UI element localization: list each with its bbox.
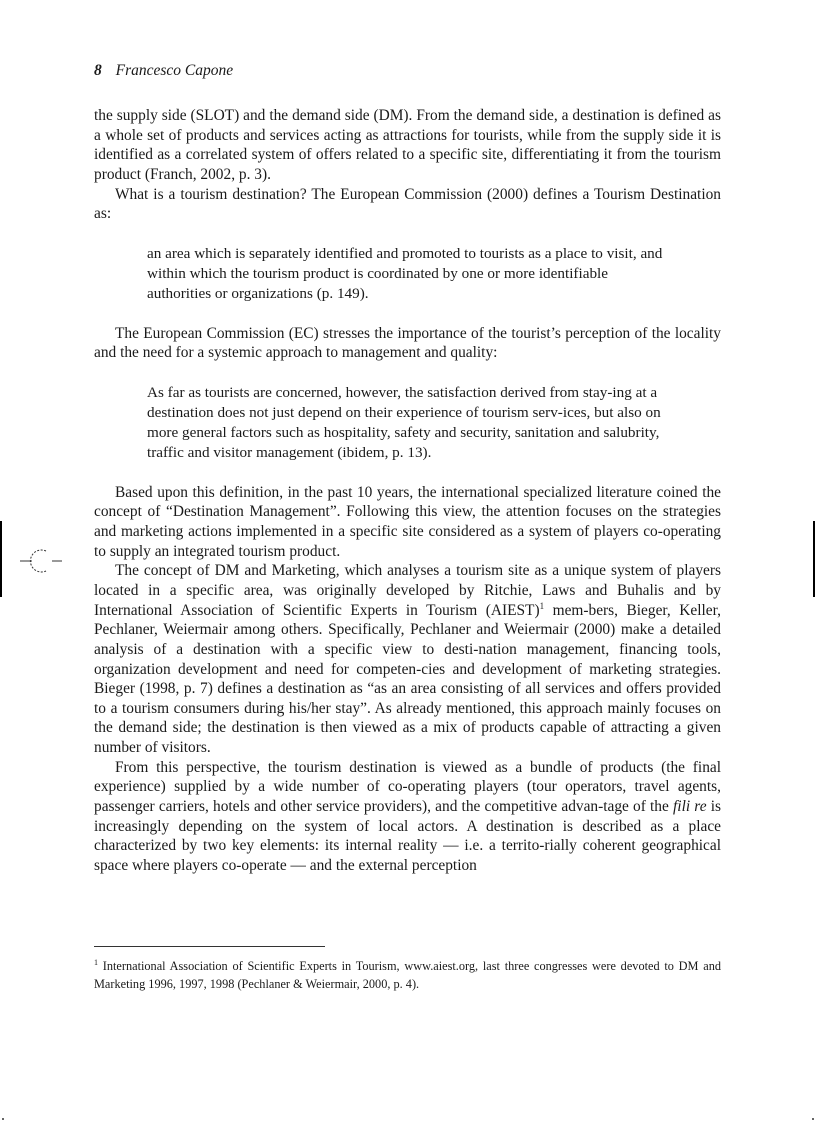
crop-mark-left	[0, 521, 2, 597]
paragraph-1: the supply side (SLOT) and the demand side (DM). From the demand side, a destination is defined as a whole set of products and services acting as attractions for tourists, while from the supply side it is identified as a correlated system of offers related to a specific site, differentiating it from the tourism product (Franch, 2002, p. 3).	[94, 107, 721, 183]
paragraph-5	[94, 561, 721, 758]
paragraph-6-italic-term: fili re	[673, 798, 707, 816]
paragraph-6-part-b: is increasingly depending on the system of local actors. A destination is described as a place characterized by two key elements: its internal reality — i.e. a territo-rially coherent geographical space where players co-operate — and the external perception	[94, 798, 721, 875]
crop-mark-right	[813, 521, 815, 597]
paragraph-5-part-a: The concept of DM and Marketing, which analyses a tourism site as a unique system of players located in a specific area, was originally developed by Ritchie, Laws and Buhalis and by International Association of Scientific Experts in Tourism (AIEST)	[94, 562, 721, 619]
running-head-author: Francesco Capone	[115, 62, 234, 79]
footnote-marker: 1	[94, 957, 98, 967]
paragraph-4: Based upon this definition, in the past 10 years, the international specialized literature coined the concept of “Destination Management”. Following this view, the attention focuses on the strategies and marketing actions implemented in a specific site considered as a system of players co-operating to supply an integrated tourism product.	[94, 483, 721, 560]
footnote-ref[interactable]: 1	[539, 600, 545, 611]
paragraph-6	[94, 758, 721, 876]
paragraph-2: What is a tourism destination? The European Commission (2000) defines a Tourism Destination as:	[94, 185, 721, 223]
paragraph-3: The European Commission (EC) stresses the importance of the tourist’s perception of the locality and the need for a systemic approach to management and quality:	[94, 324, 721, 362]
footnote-1	[94, 957, 721, 993]
footnote-divider	[94, 946, 325, 947]
paragraph-5-part-b: mem-bers, Bieger, Keller, Pechlaner, Weiermair among others. Specifically, Pechlaner and Weiermair (2000) make a detailed analysis of a destination with a specific view to desti-nation management, financing tools, organization development and need for competen-cies and development of marketing strategies. Bieger (1998, p. 7) defines a destination as “as an area consisting of all services and offers provided to a tourism consumers during his/her stay”. As already mentioned, this approach mainly focuses on the demand side; the destination is then viewed as a mix of products capable of attracting a given number of visitors.	[94, 601, 721, 757]
main-text	[94, 106, 721, 876]
running-header	[94, 62, 233, 80]
paragraph-6-part-a: From this perspective, the tourism destination is viewed as a bundle of products (the final experience) supplied by a wide number of co-operating players (tour operators, travel agents, passenger carriers, hotels and other service providers), and the competitive advan-tage of the	[94, 758, 721, 816]
registration-mark-icon	[18, 546, 64, 576]
block-quote-2: As far as tourists are concerned, however, the satisfaction derived from stay-ing at a destination does not just depend on their experience of tourism serv-ices, but also on more general factors such as hospitality, safety and security, sanitation and salubrity, traffic and visitor management (ibidem, p. 13).	[147, 383, 661, 461]
block-quote-1: an area which is separately identified and promoted to tourists as a place to visit, and within which the tourism product is coordinated by one or more identifiable authorities or organizations (p. 149).	[147, 244, 663, 302]
footnote-text: International Association of Scientific Experts in Tourism, www.aiest.org, last three congresses were devoted to DM and Marketing 1996, 1997, 1998 (Pechlaner & Weiermair, 2000, p. 4).	[94, 959, 721, 991]
corner-dot-right	[812, 1118, 814, 1120]
page-number: 8	[94, 62, 102, 79]
corner-dot-left	[2, 1118, 4, 1120]
